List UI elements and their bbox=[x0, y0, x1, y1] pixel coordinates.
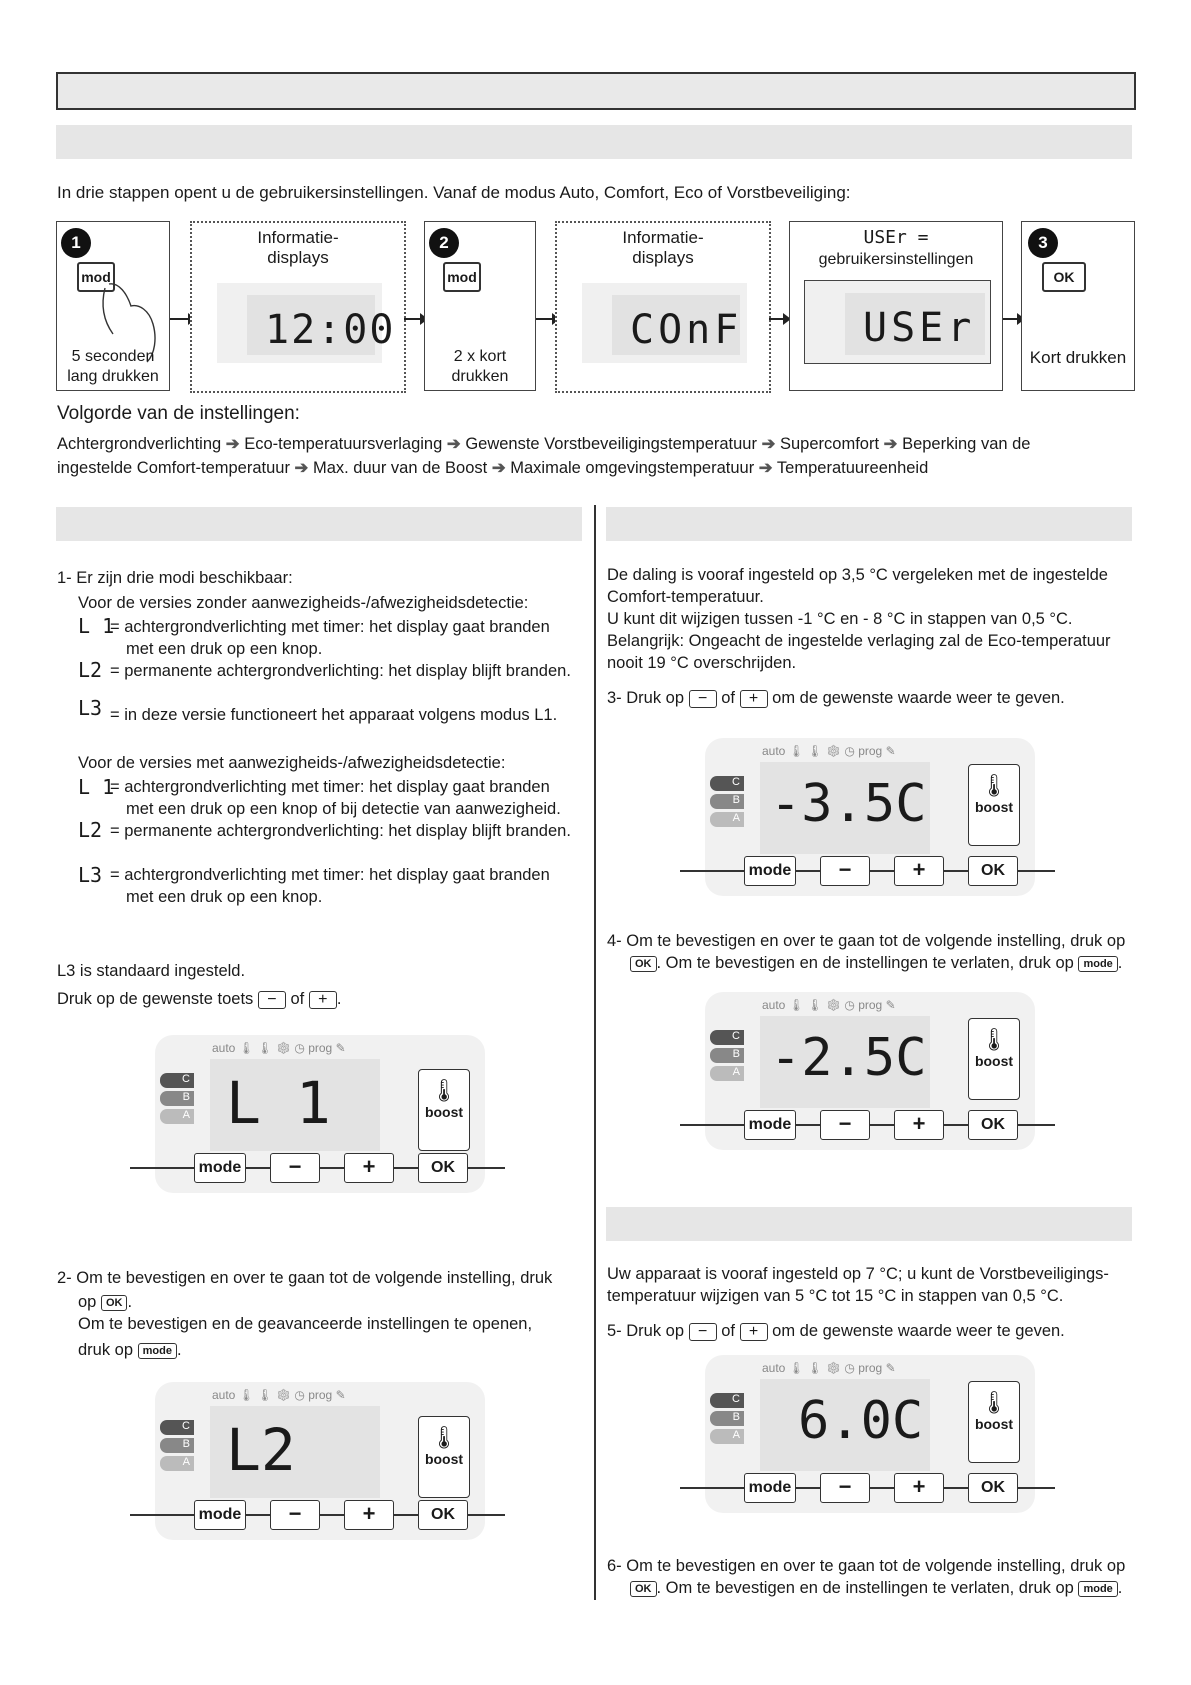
prog-label: prog bbox=[858, 998, 883, 1012]
boost-label: boost bbox=[974, 799, 1014, 815]
code-l2: L2 bbox=[78, 658, 103, 682]
step-number: 1 bbox=[61, 228, 91, 258]
arrow-icon: ➔ bbox=[446, 435, 461, 453]
boost-button bbox=[968, 1381, 1020, 1463]
mode-a-badge: A bbox=[160, 1109, 194, 1124]
eco-text-4: Belangrijk: Ongeacht de ingestelde verlaging zal de Eco-temperatuur bbox=[607, 632, 1111, 650]
intro-text: In drie stappen opent u de gebruikersinstellingen. Vanaf de modus Auto, Comfort, Eco of Vorstbeveiliging: bbox=[57, 183, 851, 202]
mode-c-badge: C bbox=[710, 776, 744, 791]
order-item: Achtergrondverlichting bbox=[57, 435, 222, 453]
thermometer-icon: 🌡 bbox=[430, 1425, 458, 1450]
step-2-caption-1: 2 x kort bbox=[453, 348, 507, 365]
lcd-value: -3.5C bbox=[770, 774, 927, 834]
mode-a-badge: A bbox=[160, 1456, 194, 1471]
boost-button bbox=[968, 764, 1020, 846]
info-1-title-2: displays bbox=[267, 248, 329, 267]
mode-button: mode bbox=[194, 1153, 246, 1183]
panel-icons-row: auto 🌡 🌡 ❄ ◷ prog ✎ bbox=[762, 744, 896, 758]
prog-label: prog bbox=[858, 744, 883, 758]
left-step-2-line-4: druk op mode . bbox=[78, 1341, 182, 1359]
lcd-value: -2.5C bbox=[770, 1028, 927, 1088]
arrow-icon: ➔ bbox=[758, 459, 773, 477]
lcd-value: USEr bbox=[863, 305, 976, 351]
with-l2-text: = permanente achtergrondverlichting: het display blijft branden. bbox=[110, 822, 571, 840]
with-l3-text: = achtergrondverlichting met timer: het display gaat branden bbox=[110, 866, 550, 884]
mode-b-badge: B bbox=[160, 1438, 194, 1453]
thermostat-panel-4 bbox=[680, 992, 1055, 1152]
with-l3-text-2: met een druk op een knop. bbox=[126, 888, 323, 906]
step-2-box bbox=[424, 221, 536, 391]
panel-icons-row: auto 🌡 🌡 ❄ ◷ prog ✎ bbox=[762, 998, 896, 1012]
step-1-box bbox=[56, 221, 170, 391]
prog-label: prog bbox=[308, 1388, 333, 1402]
right-column-header-bar bbox=[606, 507, 1132, 541]
left-column-header-bar bbox=[56, 507, 582, 541]
info-2-title-1: Informatie- bbox=[622, 228, 704, 247]
order-line-1 bbox=[57, 433, 1031, 455]
mode-button: mode bbox=[194, 1500, 246, 1530]
info-display-2-box bbox=[555, 221, 771, 393]
step-1-caption-2: lang drukken bbox=[67, 368, 159, 385]
mode-button: mode bbox=[744, 1110, 796, 1140]
boost-button bbox=[968, 1018, 1020, 1100]
plus-key-icon: + bbox=[740, 690, 768, 708]
op-text: op bbox=[78, 1293, 97, 1311]
mode-a-badge: A bbox=[710, 1066, 744, 1081]
ok-button: OK bbox=[968, 1473, 1018, 1503]
ok-button: OK bbox=[418, 1153, 468, 1183]
auto-label: auto bbox=[762, 998, 786, 1012]
ok-key: OK bbox=[1042, 262, 1086, 292]
mode-b-badge: B bbox=[160, 1091, 194, 1106]
mode-b-badge: B bbox=[710, 1411, 744, 1426]
boost-label: boost bbox=[424, 1451, 464, 1467]
arrow-icon: ➔ bbox=[294, 459, 309, 477]
auto-label: auto bbox=[762, 744, 786, 758]
thermometer-icon: 🌡 bbox=[980, 1027, 1008, 1052]
order-item: Beperking van de bbox=[902, 435, 1031, 453]
boost-button bbox=[418, 1069, 470, 1151]
thermometer-icon: 🌡 bbox=[980, 773, 1008, 798]
plus-button: + bbox=[894, 1473, 944, 1503]
of-text: of bbox=[721, 1322, 735, 1340]
ok-key-icon: OK bbox=[630, 1581, 657, 1597]
code-l2: L2 bbox=[78, 818, 103, 842]
default-note: L3 is standaard ingesteld. bbox=[57, 962, 246, 980]
order-item: ingestelde Comfort-temperatuur bbox=[57, 459, 290, 477]
press-instruction: Druk op de gewenste toets − of + . bbox=[57, 990, 342, 1008]
without-l1-text: = achtergrondverlichting met timer: het display gaat branden bbox=[110, 618, 550, 636]
druk-op-text: druk op bbox=[78, 1341, 134, 1359]
subsection-title-bar bbox=[56, 125, 1132, 159]
mode-button: mode bbox=[744, 856, 796, 886]
mode-key-icon: mode bbox=[138, 1343, 177, 1359]
code-l3: L3 bbox=[78, 863, 103, 887]
thermostat-panel-3 bbox=[680, 738, 1055, 898]
ok-key-icon: OK bbox=[630, 956, 657, 972]
user-title-2: gebruikersinstellingen bbox=[818, 251, 974, 268]
mode-b-badge: B bbox=[710, 794, 744, 809]
lcd-value: 6.0C bbox=[798, 1391, 924, 1451]
step-4-rest-text: . Om te bevestigen en de instellingen te verlaten, druk op bbox=[656, 954, 1074, 972]
eco-text-3: U kunt dit wijzigen tussen -1 °C en - 8 °C in stappen van 0,5 °C. bbox=[607, 610, 1073, 628]
minus-key-icon: − bbox=[258, 991, 286, 1009]
ok-key-icon: OK bbox=[101, 1295, 128, 1311]
mode-a-badge: A bbox=[710, 812, 744, 827]
thermostat-panel-5 bbox=[680, 1355, 1055, 1515]
without-l1-text-2: met een druk op een knop. bbox=[126, 640, 323, 658]
minus-button: − bbox=[270, 1153, 320, 1183]
frost-section-header-bar bbox=[606, 1207, 1132, 1241]
arrow-icon bbox=[170, 318, 190, 320]
mode-c-badge: C bbox=[160, 1073, 194, 1088]
druk-op-text: 3- Druk op bbox=[607, 689, 685, 707]
info-display-1-box bbox=[190, 221, 406, 393]
order-item: Maximale omgevingstemperatuur bbox=[510, 459, 755, 477]
auto-label: auto bbox=[212, 1388, 236, 1402]
plus-key-icon: + bbox=[309, 991, 337, 1009]
code-l1: L 1 bbox=[78, 775, 115, 799]
auto-label: auto bbox=[762, 1361, 786, 1375]
panel-icons-row: auto 🌡 🌡 ❄ ◷ prog ✎ bbox=[212, 1388, 346, 1402]
mode-b-badge: B bbox=[710, 1048, 744, 1063]
minus-button: − bbox=[820, 856, 870, 886]
lcd-value: COnF bbox=[630, 307, 743, 353]
mode-button: mode bbox=[744, 1473, 796, 1503]
thermometer-icon: 🌡 bbox=[430, 1078, 458, 1103]
plus-button: + bbox=[894, 856, 944, 886]
step-3-caption: Kort drukken bbox=[1029, 348, 1127, 367]
press-text: Druk op de gewenste toets bbox=[57, 990, 254, 1008]
frost-text-1: Uw apparaat is vooraf ingesteld op 7 °C; u kunt de Vorstbeveiligings- bbox=[607, 1265, 1109, 1283]
mode-c-badge: C bbox=[710, 1030, 744, 1045]
order-line-2 bbox=[57, 457, 928, 479]
column-divider bbox=[594, 505, 596, 1600]
step-5-rest-text: om de gewenste waarde weer te geven. bbox=[772, 1322, 1065, 1340]
auto-label: auto bbox=[212, 1041, 236, 1055]
code-l3: L3 bbox=[78, 696, 103, 720]
ok-button: OK bbox=[418, 1500, 468, 1530]
eco-text-2: Comfort-temperatuur. bbox=[607, 588, 764, 606]
plus-key-icon: + bbox=[740, 1323, 768, 1341]
order-item: Max. duur van de Boost bbox=[312, 459, 488, 477]
without-detection-heading: Voor de versies zonder aanwezigheids-/afwezigheidsdetectie: bbox=[78, 594, 529, 612]
mini-lcd bbox=[582, 283, 747, 363]
arrow-icon: ➔ bbox=[883, 435, 898, 453]
mini-lcd bbox=[217, 283, 396, 363]
step-1-caption-1: 5 seconden bbox=[71, 348, 155, 365]
plus-button: + bbox=[344, 1153, 394, 1183]
code-l1: L 1 bbox=[78, 614, 115, 638]
eco-text-1: De daling is vooraf ingesteld op 3,5 °C vergeleken met de ingestelde bbox=[607, 566, 1108, 584]
plus-button: + bbox=[894, 1110, 944, 1140]
arrow-icon: ➔ bbox=[491, 459, 506, 477]
user-settings-box bbox=[789, 221, 1003, 391]
right-step-5 bbox=[607, 1320, 1065, 1342]
right-step-4-line-1: 4- Om te bevestigen en over te gaan tot de volgende instelling, druk op bbox=[607, 932, 1126, 950]
step-6-rest-text: . Om te bevestigen en de instellingen te verlaten, druk op bbox=[656, 1579, 1074, 1597]
order-item: Temperatuureenheid bbox=[776, 459, 929, 477]
order-item: Supercomfort bbox=[780, 435, 880, 453]
mode-c-badge: C bbox=[710, 1393, 744, 1408]
thermostat-panel-2 bbox=[130, 1382, 505, 1542]
panel-icons-row: auto 🌡 🌡 ❄ ◷ prog ✎ bbox=[762, 1361, 896, 1375]
prog-label: prog bbox=[308, 1041, 333, 1055]
step-2-caption-2: drukken bbox=[451, 368, 509, 385]
eco-text-5: nooit 19 °C overschrijden. bbox=[607, 654, 797, 672]
panel-icons-row: auto 🌡 🌡 ❄ ◷ prog ✎ bbox=[212, 1041, 346, 1055]
left-step-1: 1- Er zijn drie modi beschikbaar: bbox=[57, 569, 293, 587]
arrow-icon: ➔ bbox=[225, 435, 240, 453]
with-detection-heading: Voor de versies met aanwezigheids-/afwezigheidsdetectie: bbox=[78, 754, 506, 772]
without-l2-text: = permanente achtergrondverlichting: het display blijft branden. bbox=[110, 662, 571, 680]
step-3-box bbox=[1021, 221, 1135, 391]
thermometer-icon: 🌡 bbox=[980, 1390, 1008, 1415]
right-step-6-line-2: OK . Om te bevestigen en de instellingen te verlaten, druk op mode . bbox=[630, 1577, 1122, 1599]
with-l1-text: = achtergrondverlichting met timer: het display gaat branden bbox=[110, 778, 550, 796]
minus-button: − bbox=[270, 1500, 320, 1530]
user-title-1: USEr = bbox=[863, 227, 929, 248]
mode-key-icon: mode bbox=[1078, 956, 1117, 972]
minus-key-icon: − bbox=[689, 690, 717, 708]
without-l3-text: = in deze versie functioneert het apparaat volgens modus L1. bbox=[110, 706, 558, 724]
section-title-bar bbox=[56, 72, 1136, 110]
info-2-title-2: displays bbox=[632, 248, 694, 267]
prog-label: prog bbox=[858, 1361, 883, 1375]
left-step-2-line-1: 2- Om te bevestigen en over te gaan tot de volgende instelling, druk bbox=[57, 1269, 553, 1287]
ok-button: OK bbox=[968, 856, 1018, 886]
order-heading: Volgorde van de instellingen: bbox=[57, 403, 300, 424]
boost-label: boost bbox=[974, 1053, 1014, 1069]
right-step-4-line-2: OK . Om te bevestigen en de instellingen te verlaten, druk op mode . bbox=[630, 952, 1122, 974]
order-item: Gewenste Vorstbeveiligingstemperatuur bbox=[465, 435, 757, 453]
minus-button: − bbox=[820, 1110, 870, 1140]
plus-button: + bbox=[344, 1500, 394, 1530]
with-l1-text-2: met een druk op een knop of bij detectie van aanwezigheid. bbox=[126, 800, 561, 818]
mode-a-badge: A bbox=[710, 1429, 744, 1444]
frost-text-2: temperatuur wijzigen van 5 °C tot 15 °C in stappen van 0,5 °C. bbox=[607, 1287, 1064, 1305]
arrow-icon: ➔ bbox=[761, 435, 776, 453]
step-3-rest-text: om de gewenste waarde weer te geven. bbox=[772, 689, 1065, 707]
lcd-value: L2 bbox=[226, 1416, 296, 1484]
mode-key-icon: mode bbox=[1078, 1581, 1117, 1597]
thermostat-panel-1 bbox=[130, 1035, 505, 1195]
ok-button: OK bbox=[968, 1110, 1018, 1140]
right-step-3 bbox=[607, 687, 1065, 709]
mode-c-badge: C bbox=[160, 1420, 194, 1435]
lcd-value: L 1 bbox=[226, 1069, 331, 1137]
right-step-6-line-1: 6- Om te bevestigen en over te gaan tot de volgende instelling, druk op bbox=[607, 1557, 1126, 1575]
druk-op-text: 5- Druk op bbox=[607, 1322, 685, 1340]
step-number: 2 bbox=[429, 228, 459, 258]
mode-key: mod bbox=[77, 262, 115, 292]
boost-label: boost bbox=[424, 1104, 464, 1120]
mode-key: mod bbox=[443, 262, 481, 292]
of-text: of bbox=[290, 990, 305, 1008]
order-item: Eco-temperatuursverlaging bbox=[244, 435, 443, 453]
lcd-value: 12:00 bbox=[265, 307, 396, 353]
info-1-title-1: Informatie- bbox=[257, 228, 339, 247]
of-text: of bbox=[721, 689, 735, 707]
left-step-2-line-3: Om te bevestigen en de geavanceerde instellingen te openen, bbox=[78, 1315, 533, 1333]
mini-lcd bbox=[804, 280, 991, 364]
step-number: 3 bbox=[1028, 228, 1058, 258]
boost-button bbox=[418, 1416, 470, 1498]
minus-key-icon: − bbox=[689, 1323, 717, 1341]
minus-button: − bbox=[820, 1473, 870, 1503]
boost-label: boost bbox=[974, 1416, 1014, 1432]
left-step-2-line-2: op OK . bbox=[78, 1293, 133, 1311]
